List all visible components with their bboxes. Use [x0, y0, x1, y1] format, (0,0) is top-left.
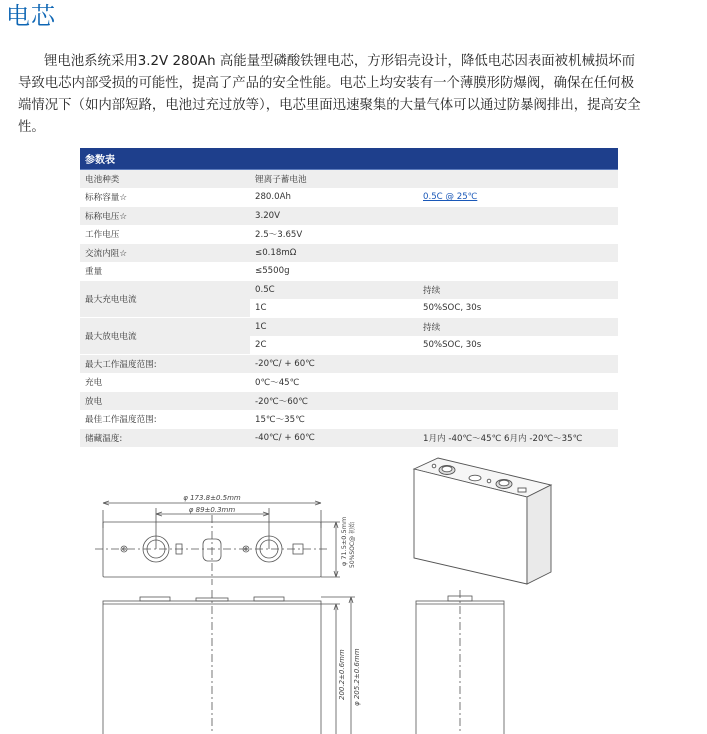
- row-value: -40℃/ + 60℃: [250, 429, 418, 448]
- row-note: 持续: [418, 318, 618, 337]
- dim-thickness-note: 50%SOC@ 初始: [349, 522, 356, 568]
- row-value: 3.20V: [250, 207, 418, 226]
- row-value: 2.5～3.65V: [250, 225, 418, 244]
- row-value: 锂离子蓄电池: [250, 170, 418, 189]
- dim-terminal-label: φ 89±0.3mm: [188, 506, 236, 514]
- row-label: 放电: [80, 392, 250, 411]
- row-value: 0.5C: [250, 281, 418, 300]
- dim-height-label: 200.2±0.6mm: [338, 649, 346, 700]
- row-label: 最大放电电流: [80, 318, 250, 355]
- row-value: 280.0Ah: [250, 188, 418, 207]
- row-value: 1C: [250, 318, 418, 337]
- row-label: 电池种类: [80, 170, 250, 189]
- row-value: 0℃～45℃: [250, 373, 418, 392]
- row-note: 50%SOC, 30s: [418, 299, 618, 318]
- row-label: 工作电压: [80, 225, 250, 244]
- row-note: 持续: [418, 281, 618, 300]
- intro-paragraph: 锂电池系统采用3.2V 280Ah 高能量型磷酸铁锂电芯，方形铝壳设计，降低电芯因表面被机械损坏而导致电芯内部受损的可能性，提高了产品的安全性能。电芯上均安装有一个薄膜形防爆阀，确保在任何极端情况下（如内部短路，电池过充过放等），电芯里面迅速聚集的大量气体可以通过防暴阀排出，提高安全性。: [18, 54, 641, 135]
- row-label: 最佳工作温度范围:: [80, 410, 250, 429]
- capacity-condition-link[interactable]: 0.5C @ 25℃: [423, 192, 478, 203]
- row-note: 1月内 -40℃～45℃ 6月内 -20℃～35℃: [418, 429, 618, 448]
- row-label: 充电: [80, 373, 250, 392]
- row-note: 50%SOC, 30s: [418, 336, 618, 355]
- row-label: 最大工作温度范围:: [80, 355, 250, 374]
- page-title: 电芯: [6, 2, 56, 30]
- row-value: -20℃/ + 60℃: [250, 355, 418, 374]
- row-value: 2C: [250, 336, 418, 355]
- dim-width-label: φ 173.8±0.5mm: [183, 494, 241, 502]
- front-view-drawing: [103, 590, 355, 734]
- row-label: 标称容量☆: [80, 188, 250, 207]
- row-value: ≤5500g: [250, 262, 418, 281]
- row-label: 交流内阻☆: [80, 244, 250, 263]
- row-label: 最大充电电流: [80, 281, 250, 318]
- row-value: 1C: [250, 299, 418, 318]
- row-value: 15℃～35℃: [250, 410, 418, 429]
- battery-3d-view: [414, 458, 551, 584]
- dim-thickness-label: φ 71.5±0.5mm: [340, 516, 348, 566]
- dim-total-height-label: φ 205.2±0.6mm: [353, 648, 361, 706]
- row-label: 重量: [80, 262, 250, 281]
- side-view-drawing: [416, 590, 504, 734]
- row-value: ≤0.18mΩ: [250, 244, 418, 263]
- row-label: 标称电压☆: [80, 207, 250, 226]
- row-value: -20℃～60℃: [250, 392, 418, 411]
- spec-table-header: 参数表: [80, 148, 618, 170]
- row-label: 储藏温度:: [80, 429, 250, 448]
